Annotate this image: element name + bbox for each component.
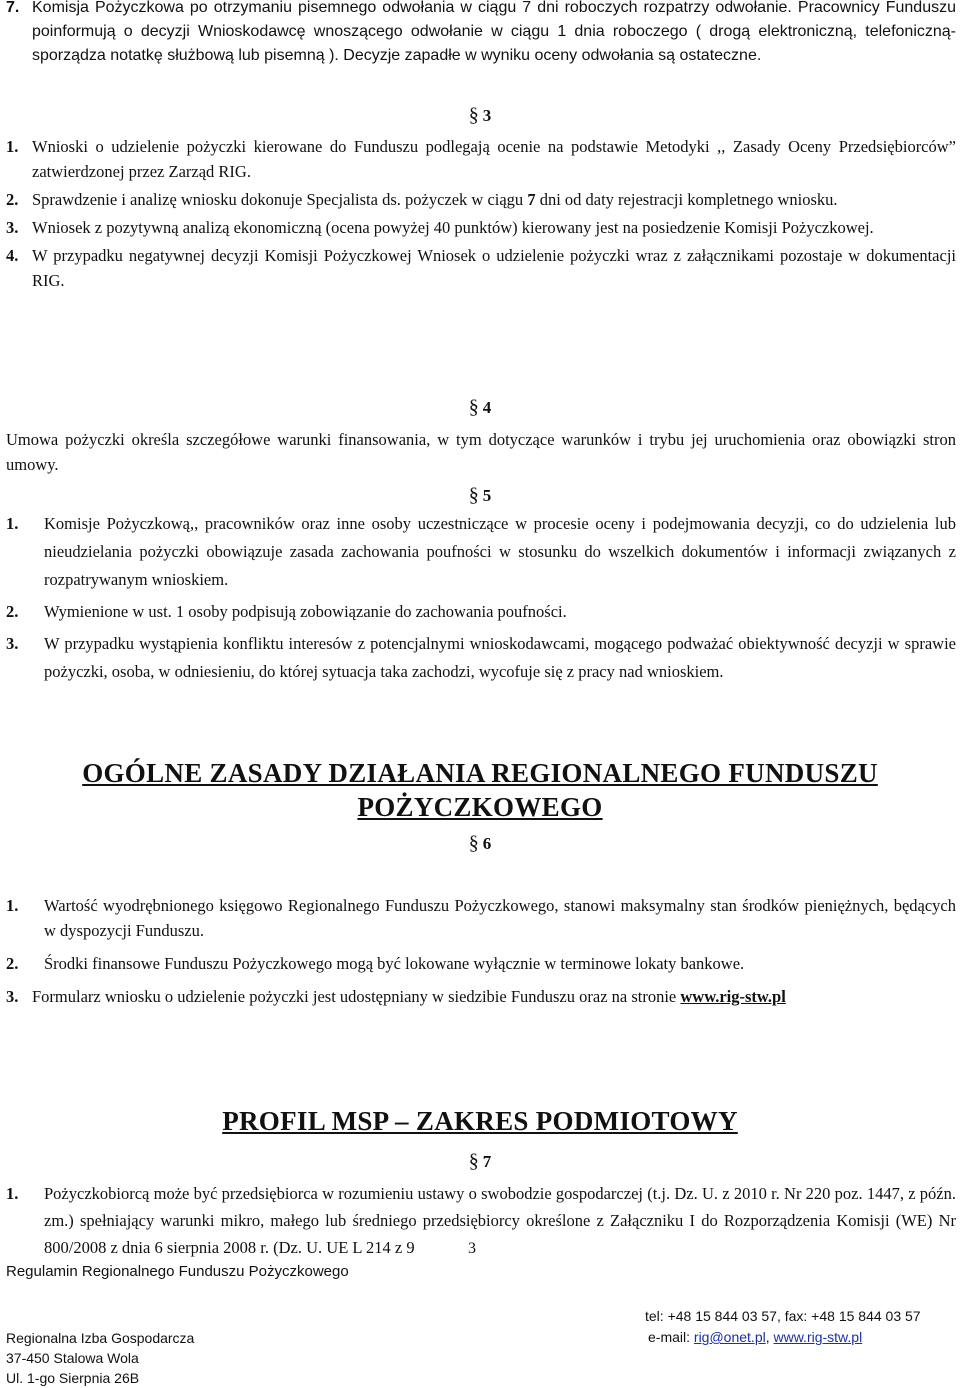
- section-number: 3: [482, 106, 492, 125]
- list-item: [6, 134, 956, 184]
- section-heading-line2: POŻYCZKOWEGO: [357, 792, 603, 822]
- footer-street: Ul. 1-go Sierpnia 26B: [6, 1370, 140, 1386]
- website-link[interactable]: www.rig-stw.pl: [773, 1329, 863, 1345]
- item-text: Sprawdzenie i analizę wniosku dokonuje Specjalista ds. pożyczek w ciągu: [32, 190, 528, 209]
- paragraph-7-heading: [0, 1150, 960, 1173]
- separator: ,: [765, 1329, 774, 1345]
- section-number: 5: [482, 486, 492, 505]
- item-number: 4.: [6, 246, 19, 265]
- item-number: 3.: [6, 987, 19, 1006]
- footer-title: Regulamin Regionalnego Funduszu Pożyczkowego: [6, 1263, 349, 1280]
- section-3-list: [6, 134, 956, 293]
- item-text: Pożyczkobiorcą może być przedsiębiorca w rozumieniu ustawy o swobodzie gospodarczej (t.j. Dz. U. z 2010 r. Nr 220 poz. 1447, z późn. zm.) spełniający warunki mikro, małego lub średniego przedsiębiorcy określone z Załączniku I do Rozporządzenia Komisji (WE) Nr 800/2008 z dnia 6 sierpnia 2008 r. (Dz. U. UE L 214 z 9: [44, 1184, 956, 1257]
- list-item: [6, 951, 956, 976]
- item-text: Wymienione w ust. 1 osoby podpisują zobowiązanie do zachowania poufności.: [44, 602, 567, 621]
- item-number: 2.: [6, 602, 19, 621]
- section-7-list: [6, 1180, 956, 1261]
- item-number: 2.: [6, 190, 19, 209]
- section-2-item-7: [6, 0, 956, 68]
- email-label: e-mail:: [648, 1329, 694, 1345]
- item-text: Wniosek z pozytywną analizą ekonomiczną (ocena powyżej 40 punktów) kierowany jest na posiedzenie Komisji Pożyczkowej.: [32, 218, 874, 237]
- list-item: [6, 893, 956, 943]
- list-item: [6, 187, 956, 212]
- footer-city: 37-450 Stalowa Wola: [6, 1350, 139, 1366]
- item-text: Komisja Pożyczkowa po otrzymaniu pisemnego odwołania w ciągu 7 dni roboczych rozpatrzy odwołanie. Pracownicy Funduszu poinformują o decyzji Wnioskodawcę wnoszącego odwołanie w ciągu 1 dnia roboczego ( drogą elektroniczną, telefoniczną- sporządza notatkę służbową lub pisemną ). Decyzje zapadłe w wyniku oceny odwołania są ostateczne.: [32, 0, 956, 64]
- paragraph-6-heading: [0, 832, 960, 855]
- item-number: 3.: [6, 634, 19, 653]
- paragraph-5-heading: [0, 484, 960, 507]
- website-link[interactable]: www.rig-stw.pl: [680, 987, 786, 1006]
- list-item: [6, 984, 956, 1009]
- paragraph-4-heading: [0, 396, 960, 419]
- section-symbol: §: [468, 396, 479, 418]
- section-6-list: [6, 893, 956, 1009]
- item-number: 1.: [6, 137, 19, 156]
- item-number: 1.: [6, 896, 19, 915]
- section-heading: PROFIL MSP – ZAKRES PODMIOTOWY: [222, 1106, 738, 1136]
- list-item: [6, 215, 956, 240]
- list-item: [6, 243, 956, 293]
- section-symbol: §: [468, 1150, 479, 1172]
- footer-phone: tel: +48 15 844 03 57, fax: +48 15 844 03 57: [645, 1308, 921, 1324]
- item-number: 7.: [6, 0, 20, 16]
- item-number: 3.: [6, 218, 19, 237]
- section-5-list: [6, 510, 956, 686]
- list-item: [6, 510, 956, 594]
- section-number: 4: [482, 398, 492, 417]
- item-number: 1.: [6, 514, 19, 533]
- item-text: Komisje Pożyczkową,, pracowników oraz inne osoby uczestniczące w procesie oceny i podejmowania decyzji, co do udzielenia lub nieudzielania pożyczki obowiązuje zasada zachowania poufności w stosunku do wszelkich dokumentów i informacji związanych z rozpatrywanym wnioskiem.: [44, 514, 956, 589]
- section-symbol: §: [468, 104, 479, 126]
- list-item: [6, 630, 956, 686]
- item-text: W przypadku wystąpienia konfliktu interesów z potencjalnymi wnioskodawcami, mogącego podważać obiektywność decyzji w sprawie pożyczki, osoba, w odniesieniu, do której sytuacja taka zachodzi, wycofuje się z pracy nad wnioskiem.: [44, 634, 956, 681]
- page-number: 3: [468, 1240, 476, 1257]
- item-text: W przypadku negatywnej decyzji Komisji Pożyczkowej Wniosek o udzielenie pożyczki wraz z załącznikami pozostaje w dokumentacji RIG.: [32, 246, 956, 290]
- item-text-bold: 7: [527, 190, 536, 209]
- list-item: [6, 598, 956, 626]
- item-number: 2.: [6, 954, 19, 973]
- email-link[interactable]: rig@onet.pl: [693, 1329, 766, 1345]
- item-text: Wartość wyodrębnionego księgowo Regionalnego Funduszu Pożyczkowego, stanowi maksymalny stan środków pieniężnych, będących w dyspozycji Funduszu.: [44, 896, 956, 940]
- section-symbol: §: [468, 832, 479, 854]
- item-text: Środki finansowe Funduszu Pożyczkowego mogą być lokowane wyłącznie w terminowe lokaty bankowe.: [44, 954, 745, 973]
- section-heading: OGÓLNE ZASADY DZIAŁANIA REGIONALNEGO FUNDUSZU: [82, 758, 878, 788]
- item-text: Wnioski o udzielenie pożyczki kierowane do Funduszu podlegają ocenie na podstawie Metodyki ,, Zasady Oceny Przedsiębiorców” zatwierdzonej przez Zarząd RIG.: [32, 137, 956, 181]
- paragraph-3-heading: [0, 104, 960, 127]
- section-number: 7: [482, 1152, 492, 1171]
- section-symbol: §: [468, 484, 479, 506]
- section-4-text: Umowa pożyczki określa szczegółowe warunki finansowania, w tym dotyczące warunków i trybu jej uruchomienia oraz obowiązki stron umowy.: [6, 430, 956, 474]
- item-text: Formularz wniosku o udzielenie pożyczki jest udostępniany w siedzibie Funduszu oraz na stronie: [32, 987, 681, 1006]
- list-item: [6, 1180, 956, 1261]
- footer-org: Regionalna Izba Gospodarcza: [6, 1330, 195, 1346]
- item-text: dni od daty rejestracji kompletnego wniosku.: [535, 190, 838, 209]
- item-number: 1.: [6, 1184, 19, 1203]
- section-number: 6: [482, 834, 492, 853]
- footer-email-line: [648, 1327, 862, 1347]
